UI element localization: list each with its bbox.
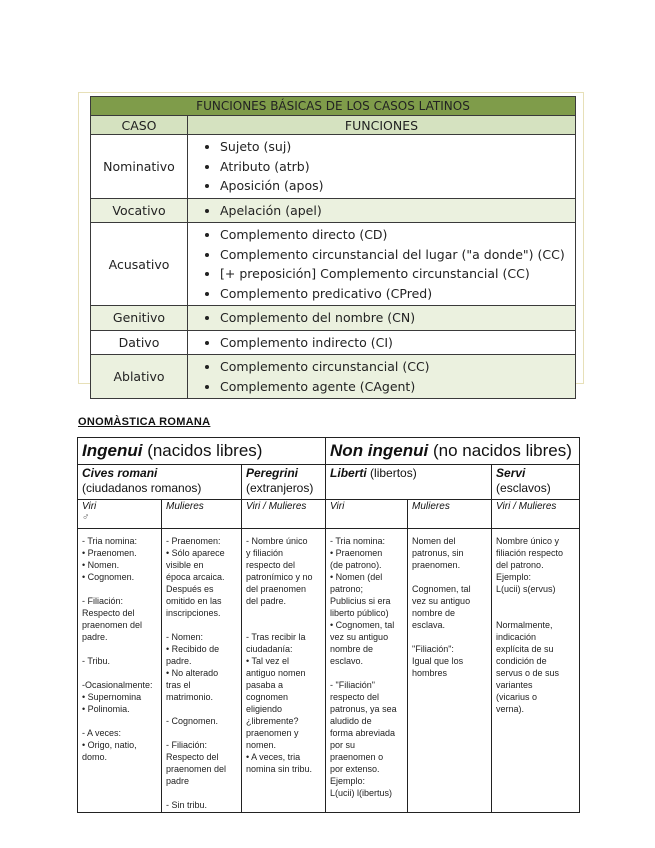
liberti-gloss: (libertos) [370, 466, 417, 480]
function-item: • Complemento indirecto (CI) [220, 333, 575, 353]
section-title: ONOMÀSTICA ROMANA [78, 416, 211, 428]
male-symbol-icon: ♂ [82, 512, 90, 523]
case-row-ablativo [91, 355, 576, 399]
function-item: • Aposición (apos) [220, 176, 575, 196]
subheader-cell: Mulieres [408, 500, 492, 529]
content-cell [242, 529, 326, 813]
liberti-term: Liberti [330, 466, 367, 480]
subheader-cell [78, 500, 162, 529]
servi-text: Nombre único y filiación respecto del patrono. Ejemplo: L(ucii) s(ervus) Normalmente, indicación explícita de su condición de servus o de sus variantes (vicarius o verna). [496, 536, 564, 714]
function-item: • Complemento circunstancial del lugar ("a donde") (CC) [220, 245, 575, 265]
header-functions: FUNCIONES [188, 116, 576, 135]
function-item: • Sujeto (suj) [220, 137, 575, 157]
content-cell [162, 529, 242, 813]
onomastica-table [77, 437, 580, 813]
function-item: • Complemento circunstancial (CC) [220, 357, 575, 377]
function-item: • Atributo (atrb) [220, 157, 575, 177]
cives-mulieres-text: - Praenomen: • Sólo aparece visible en época arcaica. Después es omitido en las inscripciones. - Nomen: • Recibido de padre. • No alterado tras el matrimonio. - Cognomen. - Filiación: Respecto del praenomen del padre - Sin tribu. [166, 536, 227, 810]
subheader-cell: Viri / Mulieres [492, 500, 580, 529]
cives-viri-text: - Tria nomina: • Praenomen. • Nomen. • Cognomen. - Filiación: Respecto del praenomen del padre. - Tribu. -Ocasionalmente: • Supernomina • Polinomia. - A veces: • Origo, natio, domo. [82, 536, 153, 762]
cases-table-title: FUNCIONES BÁSICAS DE LOS CASOS LATINOS [91, 97, 576, 116]
subheader-label: Viri [82, 501, 97, 512]
peregrini-text: - Nombre único y filiación respecto del patronímico y no del praenomen del padre. - Tras recibir la ciudadanía: • Tal vez el antiguo nomen pasaba a cognomen eligiendo ¿libremente? praenomen y nomen. • A veces, tria nomina sin tribu. [246, 536, 313, 774]
header-case: CASO [91, 116, 188, 135]
servi-header [492, 465, 580, 500]
content-cell [78, 529, 162, 813]
function-item: • Complemento predicativo (CPred) [220, 284, 575, 304]
case-row-acusativo [91, 223, 576, 306]
content-cell [326, 529, 408, 813]
peregrini-term: Peregrini [246, 466, 299, 480]
peregrini-header [242, 465, 326, 500]
case-name: Ablativo [91, 355, 188, 399]
ingenui-term: Ingenui [82, 441, 143, 460]
subheader-cell: Mulieres [162, 500, 242, 529]
cives-header [78, 465, 242, 500]
liberti-header [326, 465, 492, 500]
function-item: • Complemento del nombre (CN) [220, 308, 575, 328]
subheader-cell: Viri / Mulieres [242, 500, 326, 529]
case-name: Dativo [91, 330, 188, 355]
non-ingenui-header [326, 438, 580, 465]
content-cell [492, 529, 580, 813]
case-name: Genitivo [91, 306, 188, 331]
ingenui-gloss: (nacidos libres) [147, 441, 263, 460]
ingenui-header [78, 438, 326, 465]
servi-gloss: (esclavos) [496, 481, 551, 495]
subheader-cell: Viri [326, 500, 408, 529]
peregrini-gloss: (extranjeros) [246, 481, 314, 495]
servi-term: Servi [496, 466, 526, 480]
cases-table [90, 96, 576, 399]
non-ingenui-term: Non ingenui [330, 441, 429, 460]
case-name: Acusativo [91, 223, 188, 306]
content-cell [408, 529, 492, 813]
case-name: Nominativo [91, 135, 188, 199]
liberti-mulieres-text: Nomen del patronus, sin praenomen. Cognomen, tal vez su antiguo nombre de esclava. "Filiación": Igual que los hombres [412, 536, 471, 678]
cives-term: Cives romani [82, 466, 158, 480]
case-row-dativo [91, 330, 576, 355]
function-item: • Apelación (apel) [220, 201, 575, 221]
case-row-vocativo [91, 198, 576, 223]
cives-gloss: (ciudadanos romanos) [82, 481, 202, 495]
liberti-viri-text: - Tria nomina: • Praenomen (de patrono). • Nomen (del patrono; Publicius si era liberto público) • Cognomen, tal vez su antiguo nombre de esclavo. - "Filiación" respecto del patronus, ya sea aludido de forma abreviada por su praenomen o por extenso. Ejemplo: L(ucii) l(ibertus) [330, 536, 397, 798]
case-name: Vocativo [91, 198, 188, 223]
function-item: • [+ preposición] Complemento circunstancial (CC) [220, 264, 575, 284]
function-item: • Complemento directo (CD) [220, 225, 575, 245]
non-ingenui-gloss: (no nacidos libres) [432, 441, 572, 460]
case-row-genitivo [91, 306, 576, 331]
case-row-nominativo [91, 135, 576, 199]
function-item: • Complemento agente (CAgent) [220, 377, 575, 397]
